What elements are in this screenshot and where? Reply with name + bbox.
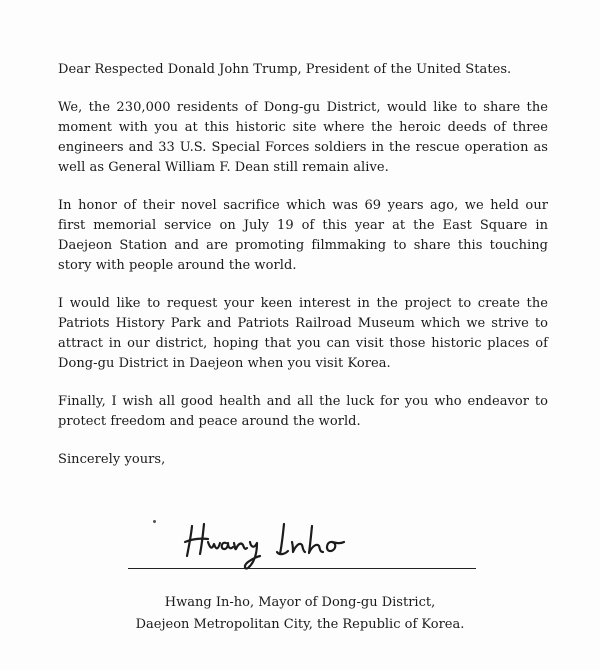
handwritten-signature: [180, 512, 380, 574]
letter-body: [58, 60, 548, 470]
signer-block: [100, 592, 500, 636]
closing: Sincerely yours,: [58, 452, 166, 467]
salutation: Dear Respected Donald John Trump, President of the United States.: [58, 62, 512, 77]
paragraph-residents: We, the 230,000 residents of Dong-gu District, would like to share the moment with you at this historic site where the heroic deeds of three engineers and 33 U.S. Special Forces soldiers in the rescue operation as well as General William F. Dean still remain alive.: [58, 100, 548, 175]
signer-name-title: Hwang In-ho, Mayor of Dong-gu District,: [164, 595, 436, 610]
paragraph-wishes: Finally, I wish all good health and all the luck for you who endeavor to protect freedom and peace around the world.: [58, 394, 548, 429]
signature-line: [128, 568, 476, 569]
ink-dot: [153, 520, 156, 523]
paragraph-memorial: In honor of their novel sacrifice which was 69 years ago, we held our first memorial service on July 19 of this year at the East Square in Daejeon Station and are promoting filmmaking to share this touching story with people around the world.: [58, 198, 548, 273]
paragraph-request: I would like to request your keen interest in the project to create the Patriots History Park and Patriots Railroad Museum which we strive to attract in our district, hoping that you can visit those historic places of Dong-gu District in Daejeon when you visit Korea.: [58, 296, 548, 371]
signer-location: Daejeon Metropolitan City, the Republic of Korea.: [135, 617, 465, 632]
